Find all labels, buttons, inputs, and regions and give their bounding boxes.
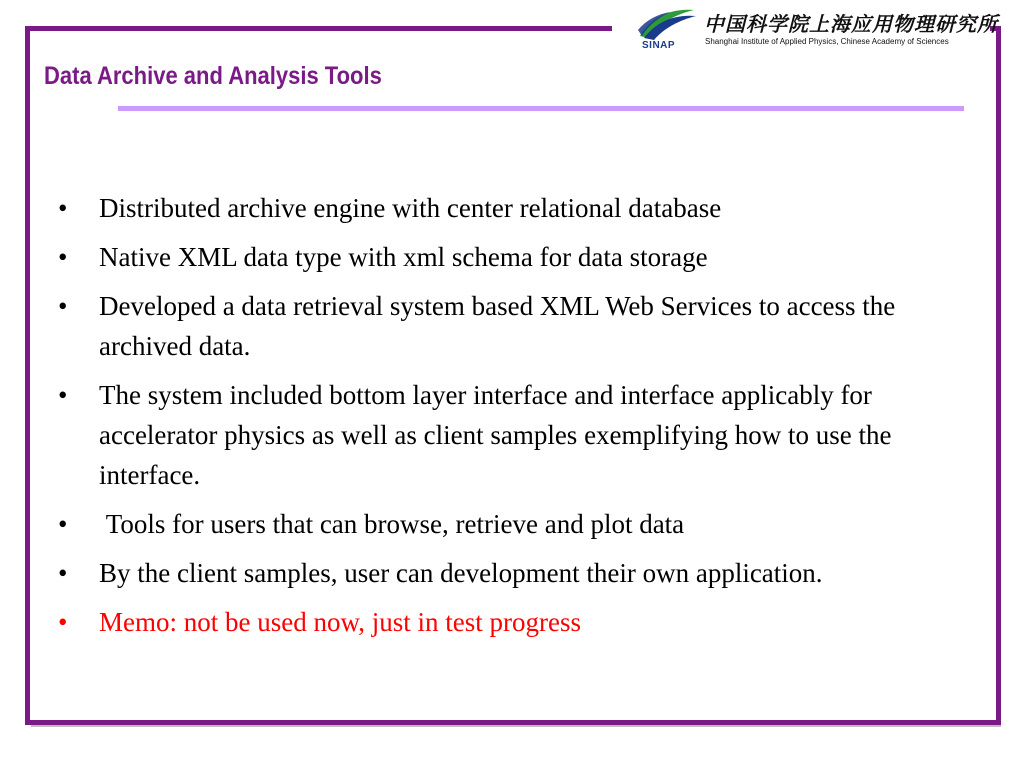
bullet-dot: •: [58, 242, 68, 272]
bullet-dot: •: [58, 291, 68, 321]
bullet-dot: •: [58, 558, 68, 588]
bullet-dot: •: [58, 193, 68, 223]
bullet-item: [58, 237, 948, 277]
bullet-text: Tools for users that can browse, retrieve and plot data: [99, 509, 685, 539]
logo-english-name: Shanghai Institute of Applied Physics, Chinese Academy of Sciences: [705, 37, 949, 46]
bullet-text: The system included bottom layer interface and interface applicably for accelerator physics as well as client samples exemplifying how to use the interface.: [99, 380, 899, 490]
bullet-text: Distributed archive engine with center relational database: [99, 193, 722, 223]
slide-title: Data Archive and Analysis Tools: [44, 62, 382, 90]
bullet-item: [58, 602, 948, 642]
bullet-item: [58, 553, 948, 593]
bullet-item: [58, 188, 948, 228]
bullet-text: Memo: not be used now, just in test progress: [99, 607, 581, 637]
bullet-list: [58, 188, 948, 651]
bullet-text: Developed a data retrieval system based XML Web Services to access the archived data.: [99, 291, 903, 361]
sinap-swoosh-icon: [636, 6, 698, 40]
bullet-text: Native XML data type with xml schema for data storage: [99, 242, 708, 272]
logo-sinap-text: SINAP: [642, 40, 676, 51]
title-underline: [118, 106, 964, 111]
institute-logo: [630, 6, 998, 56]
bullet-text: By the client samples, user can development their own application.: [99, 558, 823, 588]
logo-chinese-name: 中国科学院上海应用物理研究所: [704, 12, 998, 36]
bullet-item: [58, 375, 948, 495]
bullet-dot: •: [58, 607, 68, 637]
bullet-dot: •: [58, 380, 68, 410]
bullet-item: [58, 504, 948, 544]
bullet-item: [58, 286, 948, 366]
bullet-dot: •: [58, 509, 68, 539]
